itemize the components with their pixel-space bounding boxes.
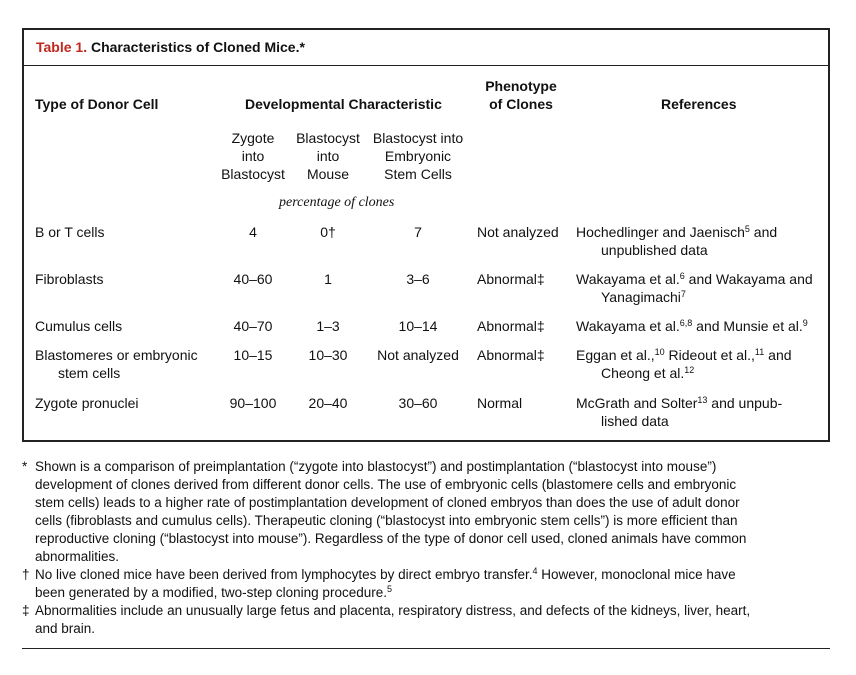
footnote-star-line: stem cells) leads to a higher rate of postimplantation development of cloned embryos than does the use of adult donor <box>35 495 740 510</box>
footnote-star-line: Shown is a comparison of preimplantation (“zygote into blastocyst”) and postimplantation (“blastocyst into mouse”) <box>35 459 717 474</box>
footnote-star-line: development of clones derived from different donor cells. The use of embryonic cells (blastomere cells and embryonic <box>35 477 737 492</box>
row-3-donor-line1: Blastomeres or embryonic <box>35 347 198 363</box>
row-2-zygote: 40–70 <box>233 318 273 334</box>
row-1-mouse: 1 <box>324 271 332 287</box>
row-4-zygote: 90–100 <box>229 395 277 411</box>
subheader-mouse-l3: Mouse <box>306 166 350 182</box>
row-3-stem: Not analyzed <box>377 347 459 363</box>
row-4-stem: 30–60 <box>398 395 438 411</box>
subheader-stem-l1: Blastocyst into <box>372 130 464 146</box>
table-title-text: Characteristics of Cloned Mice. <box>90 39 300 55</box>
footnote-double-dagger <box>22 602 822 638</box>
row-1-ref-line2: Yanagimachi$^7$ <box>601 289 686 305</box>
footnote-dagger-line: been generated by a modified, two-step cloning procedure.$^5$ <box>35 584 392 600</box>
subheader-stem-l2: Embryonic <box>384 148 452 164</box>
subheader-mouse-l2: into <box>316 148 340 164</box>
footnote-double-dagger-line: and brain. <box>35 621 96 636</box>
footnote-dagger <box>22 566 822 602</box>
row-2-donor: Cumulus cells <box>35 318 123 334</box>
header-phenotype-line2: of Clones <box>489 96 553 112</box>
row-4-donor: Zygote pronuclei <box>35 395 139 411</box>
units-label: percentage of clones <box>279 195 395 210</box>
header-donor: Type of Donor Cell <box>35 96 159 112</box>
footnote-double-dagger-mark: ‡ <box>22 603 30 618</box>
footnote-star-line: cells (fibroblasts and cumulus cells). Therapeutic cloning (“blastocyst into embryonic stem cells”) is more efficient than <box>35 513 738 528</box>
row-4-ref-line1: McGrath and Solter$^{13}$ and unpub- <box>576 395 783 411</box>
subheader-stem-l3: Stem Cells <box>384 166 452 182</box>
row-2-stem: 10–14 <box>398 318 438 334</box>
footnote-star-line: abnormalities. <box>35 549 120 564</box>
subheader-mouse-l1: Blastocyst <box>296 130 360 146</box>
subheader-zygote-l1: Zygote <box>231 130 275 146</box>
footnote-star <box>22 458 822 566</box>
row-4-phenotype: Normal <box>477 395 523 411</box>
subheader-zygote-l2: into <box>241 148 265 164</box>
row-3-donor-line2: stem cells <box>58 365 121 381</box>
title-footnote-mark: * <box>299 39 305 55</box>
row-1-stem: 3–6 <box>406 271 430 287</box>
row-1-zygote: 40–60 <box>233 271 273 287</box>
row-0-stem: 7 <box>414 224 422 240</box>
row-2-phenotype: Abnormal‡ <box>477 318 545 334</box>
table-label: Table 1. <box>36 39 88 55</box>
row-1-donor: Fibroblasts <box>35 271 104 287</box>
title-rule <box>24 65 828 66</box>
header-phenotype-line1: Phenotype <box>485 78 557 94</box>
row-2-ref-line1: Wakayama et al.$^{6,8}$ and Munsie et al.$^9$ <box>576 318 808 334</box>
bottom-rule <box>22 648 830 649</box>
row-3-ref-line1: Eggan et al.,$^{10}$ Rideout et al.,$^{11}$ and <box>576 347 792 363</box>
row-4-ref-line2: lished data <box>601 413 669 429</box>
row-3-zygote: 10–15 <box>233 347 273 363</box>
row-0-ref-line1: Hochedlinger and Jaenisch$^5$ and <box>576 224 778 240</box>
row-0-ref-line2: unpublished data <box>601 242 708 258</box>
table-title <box>36 39 305 55</box>
footnote-dagger-mark: † <box>22 567 30 582</box>
row-0-mouse: 0† <box>320 224 336 240</box>
row-2-mouse: 1–3 <box>316 318 340 334</box>
footnote-star-mark: * <box>22 459 28 474</box>
row-3-mouse: 10–30 <box>308 347 348 363</box>
row-1-ref-line1: Wakayama et al.$^6$ and Wakayama and <box>576 271 813 287</box>
row-0-phenotype: Not analyzed <box>477 224 559 240</box>
row-0-donor: B or T cells <box>35 224 105 240</box>
header-references: References <box>661 96 737 112</box>
header-developmental: Developmental Characteristic <box>245 96 442 112</box>
row-0-zygote: 4 <box>249 224 257 240</box>
row-1-phenotype: Abnormal‡ <box>477 271 545 287</box>
row-3-ref-line2: Cheong et al.$^{12}$ <box>601 365 695 381</box>
footnote-double-dagger-line: Abnormalities include an unusually large fetus and placenta, respiratory distress, and defects of the kidneys, liver, heart, <box>35 603 751 618</box>
subheader-zygote-l3: Blastocyst <box>221 166 285 182</box>
row-3-phenotype: Abnormal‡ <box>477 347 545 363</box>
footnote-dagger-line: No live cloned mice have been derived from lymphocytes by direct embryo transfer.$^4$ However, monoclonal mice have <box>35 566 736 582</box>
row-4-mouse: 20–40 <box>308 395 348 411</box>
footnote-star-line: reproductive cloning (“blastocyst into mouse”). Regardless of the type of donor cell used, cloned animals have common <box>35 531 747 546</box>
